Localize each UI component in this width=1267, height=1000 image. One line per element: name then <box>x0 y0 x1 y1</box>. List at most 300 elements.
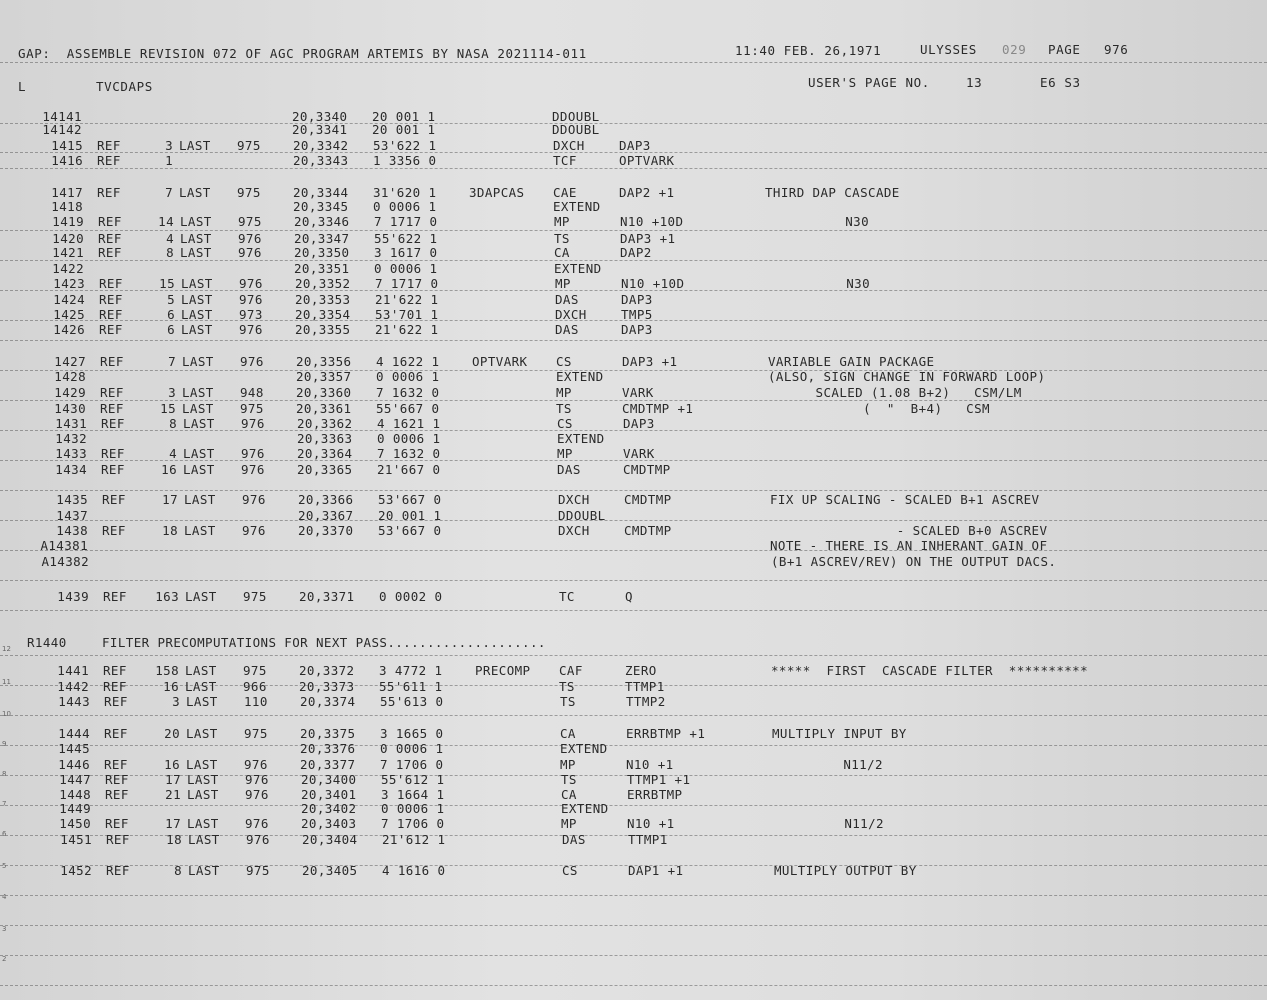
cell-operand: DAP3 <box>619 138 651 153</box>
cell-word: 0 0002 0 <box>379 589 443 604</box>
cell-addr: 20,3345 <box>293 199 349 214</box>
cell-ref: REF <box>97 138 121 153</box>
margin-mark: 11 <box>2 678 11 686</box>
cell-lastn: 976 <box>238 245 262 260</box>
cell-lastn: 975 <box>238 214 262 229</box>
cell-word: 4 1616 0 <box>382 863 446 878</box>
margin-mark: 4 <box>2 893 7 901</box>
cell-op: DAS <box>557 462 581 477</box>
cell-operand: DAP3 <box>623 416 655 431</box>
cell-label: PRECOMP <box>475 663 531 678</box>
margin-mark: 9 <box>2 740 7 748</box>
cell-addr: 20,3377 <box>300 757 356 772</box>
cell-ref: REF <box>101 416 125 431</box>
cell-last: LAST <box>185 589 217 604</box>
cell-last: LAST <box>188 832 220 847</box>
cell-operand: ERRBTMP <box>627 787 683 802</box>
cell-op: DXCH <box>558 523 590 538</box>
cell-word: 53'701 1 <box>375 307 439 322</box>
cell-refn: 163 <box>155 589 179 604</box>
cell-operand: CMDTMP <box>623 462 671 477</box>
cell-ref: REF <box>101 462 125 477</box>
cell-word: 7 1632 0 <box>376 385 440 400</box>
cell-line: 1418 <box>51 199 83 214</box>
cell-line: A14382 <box>41 554 89 569</box>
cell-lastn: 975 <box>243 589 267 604</box>
cell-word: 55'622 1 <box>374 231 438 246</box>
cell-lastn: 966 <box>243 679 267 694</box>
cell-lastn: 948 <box>240 385 264 400</box>
cell-addr: 20,3405 <box>302 863 358 878</box>
cell-line: 1417 <box>51 185 83 200</box>
cell-ref: REF <box>105 772 129 787</box>
cell-last: LAST <box>187 787 219 802</box>
cell-last: LAST <box>186 726 218 741</box>
cell-line: 1425 <box>53 307 85 322</box>
cell-addr: 20,3400 <box>301 772 357 787</box>
cell-line: 1452 <box>60 863 92 878</box>
cell-word: 21'667 0 <box>377 462 441 477</box>
cell-refn: 17 <box>165 816 181 831</box>
page-label: PAGE <box>1048 42 1081 57</box>
cell-lastn: 975 <box>244 726 268 741</box>
cell-refn: 16 <box>161 462 177 477</box>
paper-rule <box>0 895 1267 896</box>
paper-rule <box>0 745 1267 746</box>
cell-op: MP <box>557 446 573 461</box>
cell-op: EXTEND <box>557 431 605 446</box>
cell-refn: 158 <box>155 663 179 678</box>
cell-op: DAS <box>555 322 579 337</box>
cell-refn: 3 <box>165 138 173 153</box>
cell-refn: 7 <box>165 185 173 200</box>
cell-word: 4 1621 1 <box>377 416 441 431</box>
cell-addr: 20,3367 <box>298 508 354 523</box>
cell-addr: 20,3347 <box>294 231 350 246</box>
cell-op: DDOUBL <box>552 109 600 124</box>
cell-last: LAST <box>179 138 211 153</box>
cell-line: 1432 <box>55 431 87 446</box>
cell-addr: 20,3346 <box>294 214 350 229</box>
cell-lastn: 976 <box>239 322 263 337</box>
cell-refn: 8 <box>169 416 177 431</box>
cell-lastn: 976 <box>241 446 265 461</box>
cell-addr: 20,3372 <box>299 663 355 678</box>
paper-rule <box>0 490 1267 491</box>
cell-addr: 20,3363 <box>297 431 353 446</box>
cell-line: 14141 <box>42 109 82 124</box>
cell-operand: CMDTMP <box>624 492 672 507</box>
margin-mark: 2 <box>2 955 7 963</box>
cell-last: LAST <box>185 663 217 678</box>
cell-comment: FIX UP SCALING - SCALED B+1 ASCREV <box>770 492 1040 507</box>
cell-comment: THIRD DAP CASCADE <box>765 185 900 200</box>
cell-ref: REF <box>105 787 129 802</box>
cell-line: 1427 <box>54 354 86 369</box>
cell-lastn: 976 <box>241 462 265 477</box>
cell-last: LAST <box>180 214 212 229</box>
cell-word: 21'612 1 <box>382 832 446 847</box>
margin-mark: 7 <box>2 800 7 808</box>
cell-last: LAST <box>185 679 217 694</box>
cell-ref: REF <box>101 446 125 461</box>
cell-lastn: 976 <box>238 231 262 246</box>
cell-refn: 4 <box>166 231 174 246</box>
cell-ref: REF <box>99 322 123 337</box>
cell-addr: 20,3360 <box>296 385 352 400</box>
cell-refn: 7 <box>168 354 176 369</box>
cell-op: MP <box>555 276 571 291</box>
cell-word: 3 4772 1 <box>379 663 443 678</box>
section-name: TVCDAPS <box>96 79 153 94</box>
cell-operand: N10 +1 <box>626 757 674 772</box>
cell-ref: REF <box>102 492 126 507</box>
cell-ref: REF <box>99 276 123 291</box>
page-number: 976 <box>1104 42 1129 57</box>
cell-refn: 18 <box>162 523 178 538</box>
cell-last: LAST <box>183 446 215 461</box>
cell-ref: REF <box>105 816 129 831</box>
users-page-number: 13 <box>966 75 983 90</box>
cell-line: 1439 <box>57 589 89 604</box>
cell-comment: SCALED (1.08 B+2) CSM/LM <box>768 385 1022 400</box>
cell-word: 55'613 0 <box>380 694 444 709</box>
cell-ref: REF <box>100 401 124 416</box>
cell-line: 1422 <box>52 261 84 276</box>
cell-word: 3 1617 0 <box>374 245 438 260</box>
cell-word: 3 1664 1 <box>381 787 445 802</box>
cell-word: 7 1717 0 <box>374 214 438 229</box>
cell-refn: 15 <box>160 401 176 416</box>
cell-op: MP <box>560 757 576 772</box>
cell-label: OPTVARK <box>472 354 528 369</box>
cell-refn: 3 <box>172 694 180 709</box>
cell-word: 53'667 0 <box>378 523 442 538</box>
cell-word: 0 0006 1 <box>373 199 437 214</box>
cell-addr: 20,3354 <box>295 307 351 322</box>
cell-last: LAST <box>182 354 214 369</box>
cell-line: 1419 <box>52 214 84 229</box>
cell-addr: 20,3353 <box>295 292 351 307</box>
cell-line: 1430 <box>54 401 86 416</box>
cell-ref: REF <box>104 757 128 772</box>
code-right: E6 S3 <box>1040 75 1081 90</box>
cell-ref: REF <box>97 185 121 200</box>
cell-operand: DAP3 +1 <box>622 354 678 369</box>
cell-lastn: 976 <box>239 276 263 291</box>
cell-op: CS <box>556 354 572 369</box>
cell-op: EXTEND <box>554 261 602 276</box>
cell-word: 31'620 1 <box>373 185 437 200</box>
margin-mark: 5 <box>2 862 7 870</box>
cell-refn: 8 <box>166 245 174 260</box>
cell-lastn: 110 <box>244 694 268 709</box>
cell-op: MP <box>554 214 570 229</box>
cell-line: 1428 <box>54 369 86 384</box>
cell-refn: 6 <box>167 307 175 322</box>
cell-ref: REF <box>98 245 122 260</box>
cell-last: LAST <box>181 307 213 322</box>
cell-ref: REF <box>98 214 122 229</box>
cell-comment: N30 <box>766 214 870 229</box>
cell-comment: MULTIPLY OUTPUT BY <box>774 863 917 878</box>
cell-addr: 20,3340 <box>292 109 348 124</box>
cell-word: 1 3356 0 <box>373 153 437 168</box>
cell-refn: 8 <box>174 863 182 878</box>
cell-lastn: 976 <box>246 832 270 847</box>
cell-addr: 20,3364 <box>297 446 353 461</box>
cell-comment: VARIABLE GAIN PACKAGE <box>768 354 935 369</box>
cell-refn: 18 <box>166 832 182 847</box>
cell-op: DAS <box>562 832 586 847</box>
cell-comment: (ALSO, SIGN CHANGE IN FORWARD LOOP) <box>768 369 1046 384</box>
cell-line: 1441 <box>57 663 89 678</box>
cell-comment: (B+1 ASCREV/REV) ON THE OUTPUT DACS. <box>771 554 1057 569</box>
cell-addr: 20,3351 <box>294 261 350 276</box>
cell-word: 55'612 1 <box>381 772 445 787</box>
section-line-number: R1440 <box>27 635 67 650</box>
cell-ref: REF <box>106 832 130 847</box>
cell-word: 21'622 1 <box>375 322 439 337</box>
cell-op: TS <box>559 679 575 694</box>
cell-word: 7 1717 0 <box>375 276 439 291</box>
cell-comment: N11/2 <box>773 816 884 831</box>
cell-operand: TTMP1 +1 <box>627 772 691 787</box>
cell-ref: REF <box>100 385 124 400</box>
cell-label: 3DAPCAS <box>469 185 525 200</box>
paper-rule <box>0 925 1267 926</box>
cell-addr: 20,3361 <box>296 401 352 416</box>
cell-line: 1416 <box>51 153 83 168</box>
cell-comment: - SCALED B+0 ASCREV <box>770 523 1048 538</box>
cell-line: 1448 <box>59 787 91 802</box>
cell-line: 1442 <box>57 679 89 694</box>
cell-line: 1447 <box>59 772 91 787</box>
cell-lastn: 976 <box>245 787 269 802</box>
cell-lastn: 973 <box>239 307 263 322</box>
cell-line: 1444 <box>58 726 90 741</box>
cell-op: EXTEND <box>561 801 609 816</box>
cell-ref: REF <box>106 863 130 878</box>
cell-operand: DAP2 <box>620 245 652 260</box>
cell-ref: REF <box>104 694 128 709</box>
cell-last: LAST <box>187 772 219 787</box>
cell-ref: REF <box>99 307 123 322</box>
cell-line: 1426 <box>53 322 85 337</box>
cell-addr: 20,3374 <box>300 694 356 709</box>
cell-line: 1421 <box>52 245 84 260</box>
cell-line: 1424 <box>53 292 85 307</box>
cell-line: 1445 <box>58 741 90 756</box>
cell-operand: TTMP1 <box>628 832 668 847</box>
cell-word: 53'667 0 <box>378 492 442 507</box>
cell-addr: 20,3356 <box>296 354 352 369</box>
cell-op: DDOUBL <box>558 508 606 523</box>
cell-op: TCF <box>553 153 577 168</box>
cell-addr: 20,3352 <box>295 276 351 291</box>
paper-rule <box>0 715 1267 716</box>
cell-operand: N10 +1 <box>627 816 675 831</box>
margin-mark: 12 <box>2 645 11 653</box>
cell-addr: 20,3357 <box>296 369 352 384</box>
cell-op: TS <box>554 231 570 246</box>
cell-lastn: 976 <box>244 757 268 772</box>
cell-addr: 20,3376 <box>300 741 356 756</box>
cell-word: 4 1622 1 <box>376 354 440 369</box>
cell-word: 0 0006 1 <box>374 261 438 276</box>
cell-operand: TTMP2 <box>626 694 666 709</box>
cell-lastn: 975 <box>243 663 267 678</box>
column-l: L <box>18 79 27 94</box>
cell-op: MP <box>556 385 572 400</box>
cell-line: A14381 <box>40 538 88 553</box>
cell-comment: ( " B+4) CSM <box>768 401 990 416</box>
paper-rule <box>0 62 1267 63</box>
cell-last: LAST <box>180 245 212 260</box>
cell-word: 7 1706 0 <box>380 757 444 772</box>
cell-operand: TMP5 <box>621 307 653 322</box>
cell-operand: N10 +10D <box>620 214 684 229</box>
cell-addr: 20,3341 <box>292 122 348 137</box>
cell-lastn: 975 <box>240 401 264 416</box>
cell-line: 1437 <box>56 508 88 523</box>
cell-lastn: 976 <box>239 292 263 307</box>
cell-addr: 20,3375 <box>300 726 356 741</box>
cell-word: 3 1665 0 <box>380 726 444 741</box>
margin-mark: 8 <box>2 770 7 778</box>
cell-addr: 20,3401 <box>301 787 357 802</box>
users-page-label: USER'S PAGE NO. <box>808 75 930 90</box>
cell-addr: 20,3365 <box>297 462 353 477</box>
cell-op: CA <box>560 726 576 741</box>
cell-refn: 4 <box>169 446 177 461</box>
cell-ref: REF <box>103 663 127 678</box>
cell-word: 53'622 1 <box>373 138 437 153</box>
paper-rule <box>0 655 1267 656</box>
cell-lastn: 976 <box>241 416 265 431</box>
cell-operand: DAP3 <box>621 322 653 337</box>
cell-line: 1450 <box>59 816 91 831</box>
cell-op: TS <box>561 772 577 787</box>
cell-addr: 20,3403 <box>301 816 357 831</box>
cell-op: TS <box>560 694 576 709</box>
cell-addr: 20,3343 <box>293 153 349 168</box>
cell-line: 1434 <box>55 462 87 477</box>
cell-ref: REF <box>98 231 122 246</box>
cell-addr: 20,3342 <box>293 138 349 153</box>
cell-operand: ERRBTMP +1 <box>626 726 706 741</box>
cell-operand: DAP2 +1 <box>619 185 675 200</box>
cell-lastn: 975 <box>246 863 270 878</box>
margin-mark: 3 <box>2 925 7 933</box>
cell-op: DXCH <box>558 492 590 507</box>
cell-refn: 20 <box>164 726 180 741</box>
cell-addr: 20,3370 <box>298 523 354 538</box>
cell-lastn: 976 <box>242 523 266 538</box>
paper-rule <box>0 370 1267 371</box>
cell-line: 1415 <box>51 138 83 153</box>
cell-word: 20 001 1 <box>372 122 436 137</box>
cell-operand: OPTVARK <box>619 153 675 168</box>
cell-last: LAST <box>183 416 215 431</box>
cell-addr: 20,3402 <box>301 801 357 816</box>
cell-comment: N30 <box>767 276 871 291</box>
print-timestamp: 11:40 FEB. 26,1971 <box>735 43 882 58</box>
section-header-text: FILTER PRECOMPUTATIONS FOR NEXT PASS.................... <box>102 635 546 650</box>
cell-lastn: 976 <box>245 772 269 787</box>
system-code: 029 <box>1002 42 1027 57</box>
cell-ref: REF <box>103 679 127 694</box>
cell-op: DXCH <box>553 138 585 153</box>
margin-mark: 10 <box>2 710 11 718</box>
paper-rule <box>0 260 1267 261</box>
paper-rule <box>0 805 1267 806</box>
cell-word: 55'611 1 <box>379 679 443 694</box>
cell-line: 1443 <box>58 694 90 709</box>
cell-op: DDOUBL <box>552 122 600 137</box>
cell-line: 1423 <box>53 276 85 291</box>
cell-operand: Q <box>625 589 633 604</box>
cell-op: CS <box>562 863 578 878</box>
cell-refn: 21 <box>165 787 181 802</box>
cell-word: 0 0006 1 <box>380 741 444 756</box>
cell-last: LAST <box>181 322 213 337</box>
margin-mark: 6 <box>2 830 7 838</box>
cell-line: 1433 <box>55 446 87 461</box>
cell-op: EXTEND <box>553 199 601 214</box>
cell-last: LAST <box>188 863 220 878</box>
cell-refn: 17 <box>165 772 181 787</box>
cell-word: 20 001 1 <box>378 508 442 523</box>
cell-comment: MULTIPLY INPUT BY <box>772 726 907 741</box>
paper-rule <box>0 580 1267 581</box>
paper-rule <box>0 168 1267 169</box>
cell-word: 0 0006 1 <box>376 369 440 384</box>
cell-word: 0 0006 1 <box>381 801 445 816</box>
cell-op: DAS <box>555 292 579 307</box>
cell-refn: 6 <box>167 322 175 337</box>
cell-ref: REF <box>103 589 127 604</box>
cell-operand: VARK <box>623 446 655 461</box>
cell-comment: NOTE - THERE IS AN INHERANT GAIN OF <box>770 538 1048 553</box>
cell-last: LAST <box>182 401 214 416</box>
assembly-title: GAP: ASSEMBLE REVISION 072 OF AGC PROGRAM ARTEMIS BY NASA 2021114-011 <box>18 46 587 61</box>
cell-operand: CMDTMP <box>624 523 672 538</box>
cell-ref: REF <box>97 153 121 168</box>
cell-lastn: 975 <box>237 185 261 200</box>
cell-comment: N11/2 <box>772 757 883 772</box>
cell-operand: N10 +10D <box>621 276 685 291</box>
cell-addr: 20,3371 <box>299 589 355 604</box>
cell-addr: 20,3355 <box>295 322 351 337</box>
cell-op: TC <box>559 589 575 604</box>
cell-last: LAST <box>179 185 211 200</box>
paper-rule <box>0 955 1267 956</box>
cell-addr: 20,3344 <box>293 185 349 200</box>
paper-rule <box>0 610 1267 611</box>
cell-line: 1438 <box>56 523 88 538</box>
cell-refn: 16 <box>163 679 179 694</box>
cell-line: 1420 <box>52 231 84 246</box>
cell-op: CAF <box>559 663 583 678</box>
cell-lastn: 976 <box>242 492 266 507</box>
cell-op: CS <box>557 416 573 431</box>
cell-op: EXTEND <box>556 369 604 384</box>
cell-refn: 5 <box>167 292 175 307</box>
cell-comment: ***** FIRST CASCADE FILTER ********** <box>771 663 1089 678</box>
cell-last: LAST <box>182 385 214 400</box>
cell-ref: REF <box>104 726 128 741</box>
